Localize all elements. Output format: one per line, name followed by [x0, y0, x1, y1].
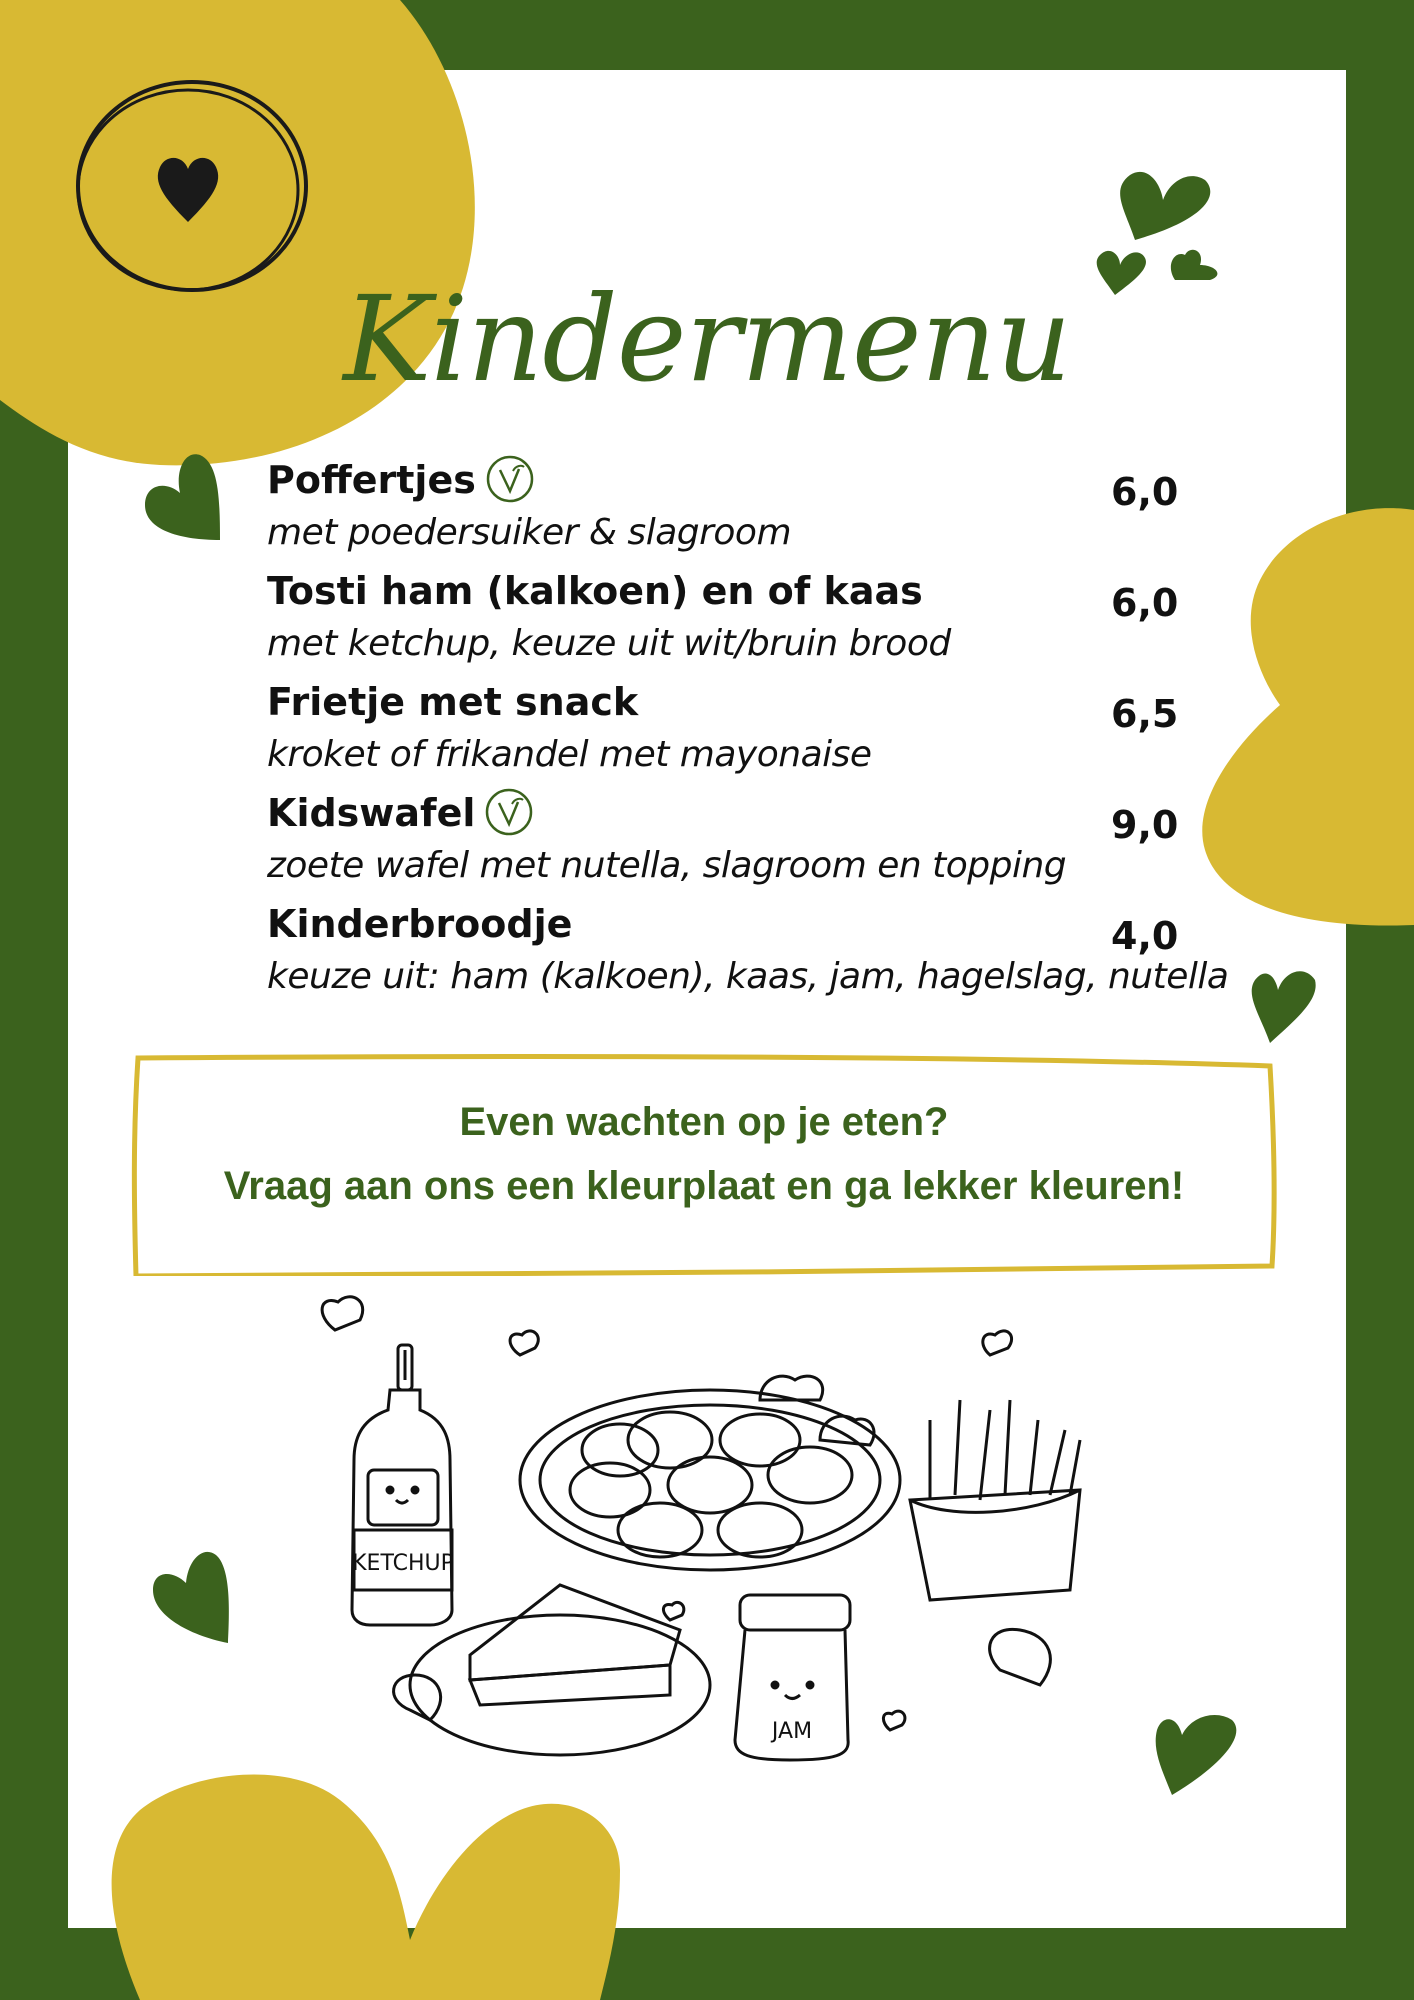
- menu-item: [267, 569, 1267, 680]
- strawberry-icon: [990, 1629, 1051, 1685]
- item-name: Tosti ham (kalkoen) en of kaas: [267, 569, 923, 613]
- menu-item: [267, 902, 1267, 1013]
- menu-item: [267, 680, 1267, 791]
- item-name: Frietje met snack: [267, 680, 639, 724]
- menu-list: [267, 458, 1267, 1013]
- item-description: zoete wafel met nutella, slagroom en topping: [267, 845, 1067, 886]
- coloring-notice: [130, 1054, 1278, 1276]
- item-name: Kinderbroodje: [267, 902, 573, 946]
- item-description: met poedersuiker & slagroom: [267, 512, 792, 553]
- notice-line-1: Even wachten op je eten?: [459, 1100, 949, 1144]
- item-price: 4,0: [1111, 914, 1179, 958]
- item-name: Kidswafel: [267, 791, 476, 835]
- menu-item: [267, 458, 1267, 569]
- item-name: Poffertjes: [267, 458, 476, 502]
- ketchup-bottle-icon: [352, 1345, 454, 1625]
- circle-heart-icon: [68, 72, 318, 302]
- item-description: met ketchup, keuze uit wit/bruin brood: [267, 623, 951, 664]
- item-price: 6,0: [1111, 470, 1179, 514]
- fries-icon: [910, 1400, 1080, 1600]
- jam-jar-icon: [735, 1595, 850, 1760]
- menu-item: [267, 791, 1267, 902]
- item-description: keuze uit: ham (kalkoen), kaas, jam, hagelslag, nutella: [267, 956, 1229, 997]
- notice-line-2: Vraag aan ons een kleurplaat en ga lekker kleuren!: [223, 1164, 1185, 1208]
- jam-label: JAM: [771, 1719, 813, 1744]
- heart-icon: [510, 1331, 538, 1355]
- page-title: Kindermenu: [343, 270, 1071, 408]
- heart-icon: [663, 1602, 683, 1620]
- vegetarian-icon: [486, 455, 534, 503]
- item-price: 6,0: [1111, 581, 1179, 625]
- heart-icon: [1152, 1700, 1242, 1800]
- vegetarian-icon: [485, 788, 533, 836]
- heart-icon: [322, 1297, 363, 1330]
- item-price: 9,0: [1111, 803, 1179, 847]
- sandwich-icon: [410, 1585, 710, 1755]
- food-coloring-illustration: [290, 1290, 1130, 1790]
- strawberry-icon: [394, 1675, 441, 1720]
- heart-icon: [148, 1545, 233, 1645]
- heart-icon: [140, 445, 225, 545]
- poffertjes-plate-icon: [520, 1376, 900, 1570]
- ketchup-label: KETCHUP: [352, 1551, 454, 1576]
- item-price: 6,5: [1111, 692, 1179, 736]
- item-description: kroket of frikandel met mayonaise: [267, 734, 872, 775]
- heart-icon: [983, 1331, 1012, 1355]
- heart-icon: [883, 1711, 905, 1730]
